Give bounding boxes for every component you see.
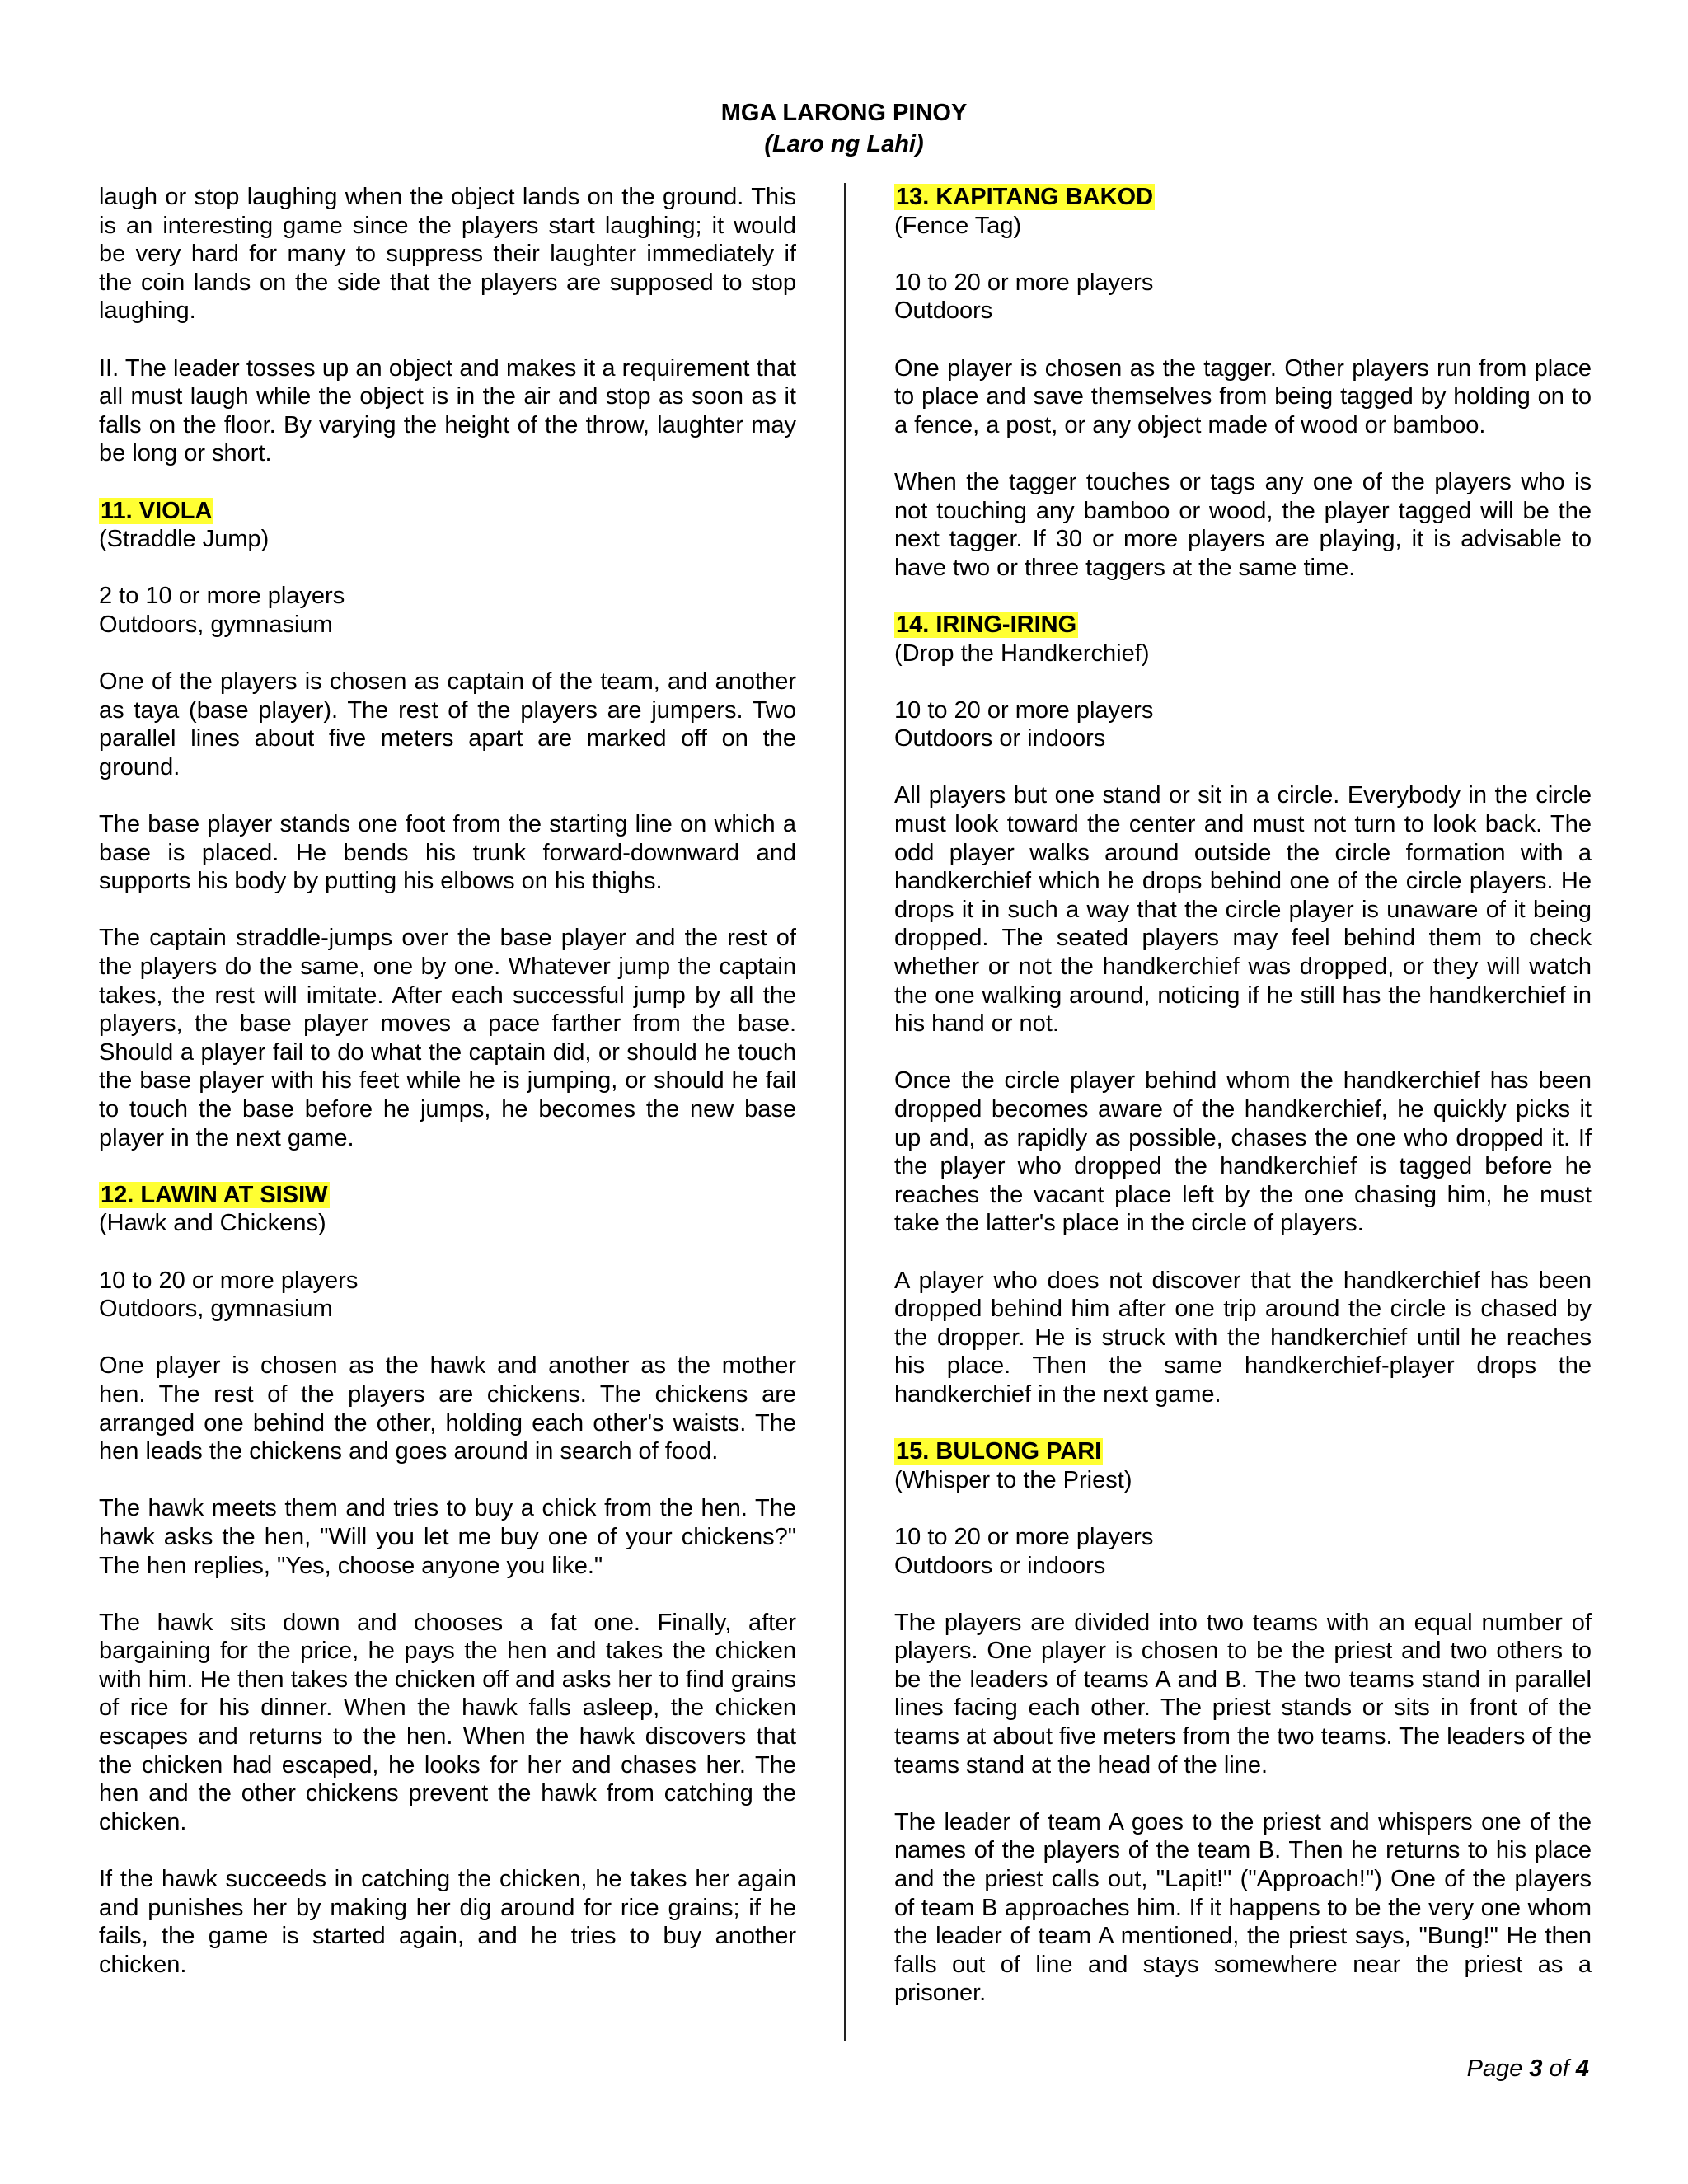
paragraph: When the tagger touches or tags any one of the players who is not touching any bamboo or wood, the player tagged will be the next tagger. If 30 or more players are playing, it is advisable to have two or three taggers at the same time.: [894, 468, 1592, 581]
game-players: 10 to 20 or more players: [894, 1523, 1154, 1550]
game-english-name: (Fence Tag): [894, 212, 1022, 239]
game-english-name: (Hawk and Chickens): [99, 1210, 326, 1237]
current-page: 3: [1529, 2055, 1543, 2082]
right-column: [894, 183, 1592, 2036]
of-word: of: [1549, 2055, 1569, 2082]
game-place: Outdoors, gymnasium: [99, 1296, 333, 1323]
paragraph: The leader of team A goes to the priest and whispers one of the names of the players of the team B. Then he returns to his place and the priest calls out, "Lapit!" ("Approach!") One of the players of team B approaches him. If it happens to be the very one whom the leader of team A mentioned, the priest says, "Bung!" He then falls out of line and stays somewhere near the priest as a prisoner.: [894, 1808, 1592, 2007]
game-12-info: [99, 1267, 796, 1324]
column-divider: [844, 183, 846, 2041]
game-place: Outdoors, gymnasium: [99, 611, 333, 638]
game-players: 10 to 20 or more players: [894, 696, 1154, 724]
game-english-name: (Whisper to the Priest): [894, 1466, 1132, 1493]
game-13-heading: [894, 183, 1592, 240]
paragraph: laugh or stop laughing when the object lands on the ground. This is an interesting game since the players start laughing; it would be very hard for many to suppress their laughter immediately if the coin lands on the side that the players are supposed to stop laughing.: [99, 184, 796, 325]
paragraph: The captain straddle-jumps over the base player and the rest of the players do the same, one by one. Whatever jump the captain takes, the rest will imitate. After each successful jump by all the players, the base player moves a pace farther from the base. Should a player fail to do what the captain did, or should he touch the base player with his feet while he is jumping, or should he fail to touch the base before he jumps, he becomes the new base player in the next game.: [99, 925, 796, 1151]
paragraph: A player who does not discover that the handkerchief has been dropped behind him after one trip around the circle is chased by the dropper. He is struck with the handkerchief until he reaches his place. Then the same handkerchief-player drops the handkerchief in the next game.: [894, 1267, 1592, 1408]
paragraph: The base player stands one foot from the starting line on which a base is placed. He bends his trunk forward-downward and supports his body by putting his elbows on his thighs.: [99, 811, 796, 895]
paragraph: The hawk meets them and tries to buy a chick from the hen. The hawk asks the hen, "Will you let me buy one of your chickens?" The hen replies, "Yes, choose anyone you like.": [99, 1495, 796, 1579]
game-15-info: [894, 1523, 1592, 1580]
game-english-name: (Straddle Jump): [99, 526, 270, 553]
game-title: 11. VIOLA: [101, 497, 213, 524]
game-place: Outdoors or indoors: [894, 725, 1106, 752]
paragraph: One of the players is chosen as captain of the team, and another as taya (base player). The rest of the players are jumpers. Two parallel lines about five meters apart are marked off on the ground.: [99, 668, 796, 780]
game-place: Outdoors: [894, 298, 993, 325]
total-pages: 4: [1575, 2055, 1589, 2082]
game-12-heading: [99, 1181, 796, 1238]
page-header: [0, 97, 1688, 160]
game-title: 13. KAPITANG BAKOD: [896, 184, 1154, 210]
paragraph: The players are divided into two teams with an equal number of players. One player is chosen to be the priest and two others to be the leaders of teams A and B. The two teams stand in parallel lines facing each other. The priest stands or sits in front of the teams at about five meters from the two teams. The leaders of the teams stand at the head of the line.: [894, 1609, 1592, 1779]
game-11-info: [99, 582, 796, 639]
document-subtitle: (Laro ng Lahi): [764, 131, 924, 157]
paragraph: The hawk sits down and chooses a fat one. Finally, after bargaining for the price, he pays the hen and takes the chicken with him. He then takes the chicken off and asks her to find grains of rice for his dinner. When the hawk falls asleep, the chicken escapes and returns to the hen. When the hawk discovers that the chicken had escaped, he looks for her and chases her. The hen and the other chickens prevent the hawk from catching the chicken.: [99, 1609, 796, 1835]
game-15-heading: [894, 1437, 1592, 1494]
game-title: 12. LAWIN AT SISIW: [101, 1181, 328, 1208]
paragraph: All players but one stand or sit in a circle. Everybody in the circle must look toward the center and must not turn to look back. The odd player walks around outside the circle formation with a handkerchief which he drops behind one of the circle players. He drops it in such a way that the circle player is unaware of it being dropped. The seated players may feel behind them to check whether or not the handkerchief was dropped, or they will watch the one walking around, noticing if he still has the handkerchief in his hand or not.: [894, 782, 1592, 1038]
paragraph: II. The leader tosses up an object and makes it a requirement that all must laugh while the object is in the air and stop as soon as it falls on the floor. By varying the height of the throw, laughter may be long or short.: [99, 354, 796, 467]
page-word: Page: [1466, 2055, 1523, 2082]
page-number: [1467, 2055, 1589, 2083]
game-14-heading: [894, 611, 1592, 668]
game-title: 15. BULONG PARI: [896, 1438, 1102, 1465]
paragraph: If the hawk succeeds in catching the chicken, he takes her again and punishes her by making her dig around for rice grains; if he fails, the game is started again, and he tries to buy another chicken.: [99, 1866, 796, 1978]
game-11-heading: [99, 497, 796, 554]
left-column: [99, 183, 796, 2008]
game-players: 10 to 20 or more players: [894, 269, 1154, 296]
game-13-info: [894, 269, 1592, 326]
paragraph: Once the circle player behind whom the handkerchief has been dropped becomes aware of the handkerchief, he quickly picks it up and, as rapidly as possible, chases the one who dropped it. If the player who dropped the handkerchief is tagged before he reaches the vacant place left by the one chasing him, he must take the latter's place in the circle of players.: [894, 1067, 1592, 1237]
game-place: Outdoors or indoors: [894, 1552, 1106, 1579]
game-players: 2 to 10 or more players: [99, 583, 345, 610]
document-title: MGA LARONG PINOY: [720, 100, 968, 126]
game-players: 10 to 20 or more players: [99, 1267, 359, 1294]
paragraph: One player is chosen as the tagger. Other players run from place to place and save themselves from being tagged by holding on to a fence, a post, or any object made of wood or bamboo.: [894, 354, 1592, 438]
game-title: 14. IRING-IRING: [896, 611, 1077, 638]
game-english-name: (Drop the Handkerchief): [894, 640, 1150, 667]
paragraph: One player is chosen as the hawk and another as the mother hen. The rest of the players are chickens. The chickens are arranged one behind the other, holding each other's waists. The hen leads the chickens and goes around in search of food.: [99, 1352, 796, 1465]
game-14-info: [894, 696, 1592, 753]
